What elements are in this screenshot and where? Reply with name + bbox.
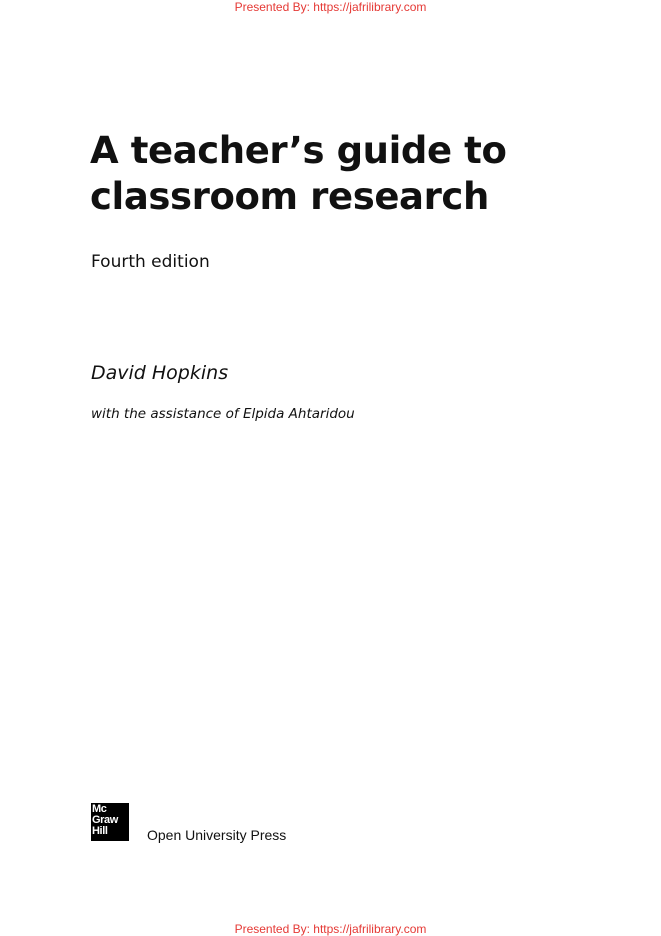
watermark-top-text[interactable]: Presented By: https://jafrilibrary.com <box>234 0 427 14</box>
book-title-line-1: A teacher’s guide to <box>90 129 507 172</box>
mcgraw-hill-logo-icon <box>91 803 129 841</box>
assistance-credit: with the assistance of Elpida Ahtaridou <box>91 406 355 422</box>
book-title <box>90 128 610 220</box>
watermark-top[interactable] <box>0 0 661 14</box>
publisher-name: Open University Press <box>147 827 287 843</box>
edition-label: Fourth edition <box>91 252 210 272</box>
logo-line-graw: Graw <box>92 814 118 826</box>
logo-line-mc: Mc <box>92 803 107 815</box>
logo-line-hill: Hill <box>92 825 108 837</box>
watermark-bottom-text[interactable]: Presented By: https://jafrilibrary.com <box>234 922 427 936</box>
author-name: David Hopkins <box>91 362 229 384</box>
watermark-bottom[interactable] <box>0 922 661 936</box>
book-title-line-2: classroom research <box>90 175 489 218</box>
